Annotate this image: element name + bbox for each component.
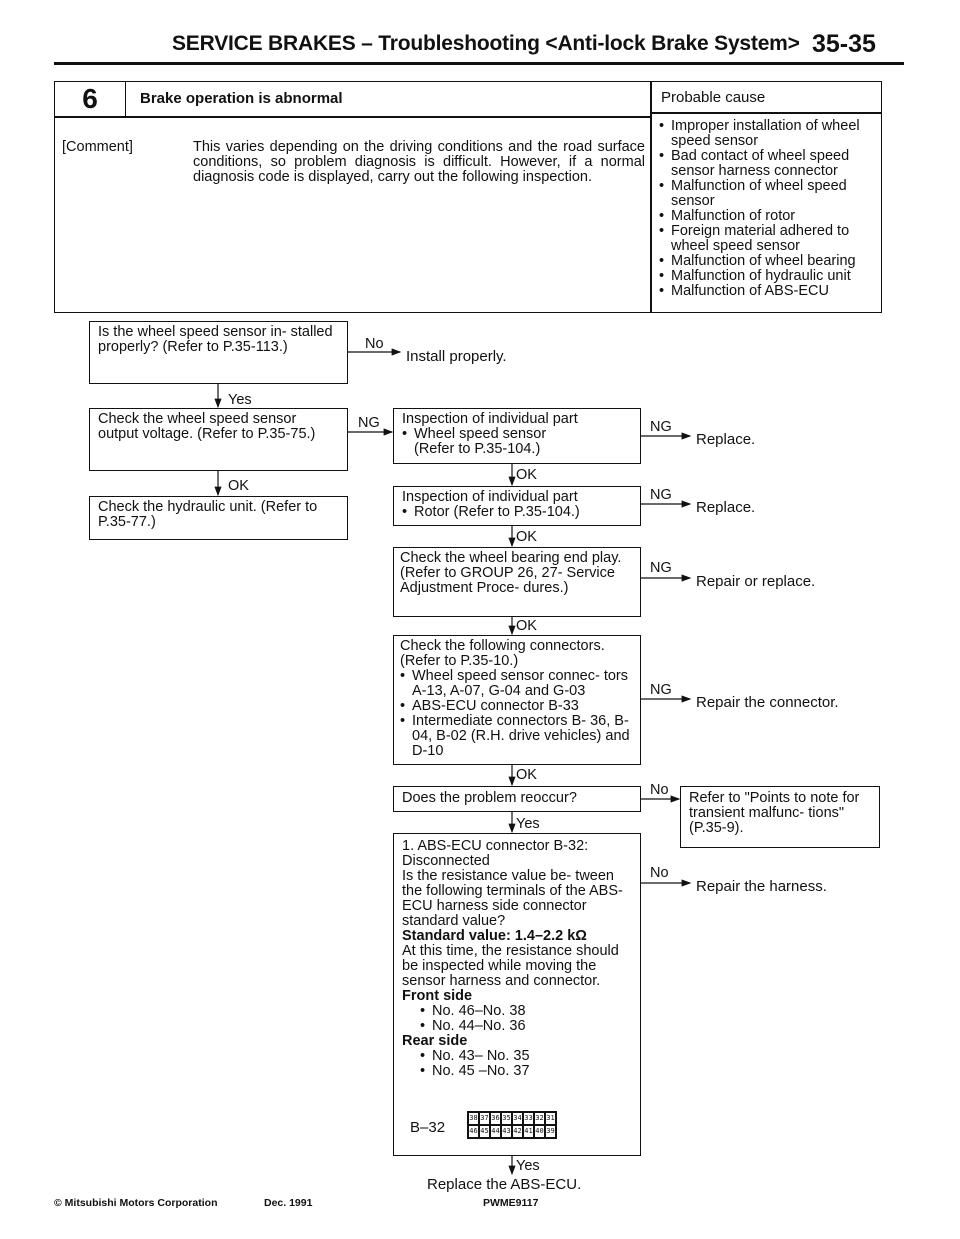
probable-cause-item: • Malfunction of hydraulic unit [659,269,881,284]
step-hydraulic-unit-text: Check the hydraulic unit. (Refer to P.35-77.) [98,499,318,530]
connector-pin: 40 [534,1125,545,1138]
label-ok-r1: OK [516,467,537,483]
step-sensor-installed [89,321,348,384]
column-divider [650,81,652,313]
inspect-wheel-sensor-ref: (Refer to P.35-104.) [414,441,541,457]
connector-item: • ABS-ECU connector B-33 [400,699,634,714]
probable-cause-item: • Malfunction of rotor [659,209,881,224]
label-yes-r5: Yes [516,816,540,832]
probable-cause-item: • Malfunction of wheel speed sensor [659,179,881,209]
probable-cause-list [659,119,881,299]
result-repair-replace: Repair or replace. [696,573,816,590]
probable-cause-item: • Malfunction of wheel bearing [659,254,881,269]
front-side-item: • No. 44–No. 36 [420,1019,632,1034]
connector-pin: 41 [523,1125,534,1138]
front-side-label: Front side [402,988,473,1004]
header-rule [54,62,904,65]
connector-pin: 33 [523,1112,534,1125]
connector-item: • Wheel speed sensor connec- tors A-13, A-07, G-04 and G-03 [400,669,634,699]
label-ng-r2: NG [650,487,672,503]
connectors-title: Check the following connectors. (Refer to P.35-10.) [400,638,605,669]
probable-cause-rule [650,112,882,114]
label-no-r5: No [650,782,669,798]
step-sensor-voltage [89,408,348,471]
resistance-intro: 1. ABS-ECU connector B-32: Disconnected [402,838,589,869]
result-repair-connector: Repair the connector. [696,694,839,711]
rear-side-label: Rear side [402,1033,468,1049]
label-no-r6: No [650,865,669,881]
label-yes-1: Yes [228,392,252,408]
label-ng-r4: NG [650,682,672,698]
probable-cause-item: • Malfunction of ABS-ECU [659,284,881,299]
probable-cause-item: • Bad contact of wheel speed sensor harness connector [659,149,881,179]
step-sensor-voltage-text: Check the wheel speed sensor output voltage. (Refer to P.35-75.) [98,411,316,442]
connector-pin: 44 [490,1125,501,1138]
label-yes-r6: Yes [516,1158,540,1174]
result-replace-2: Replace. [696,499,756,516]
step-inspect-wheel-sensor [393,408,641,464]
connector-pin: 32 [534,1112,545,1125]
connector-label: B–32 [410,1119,446,1136]
connectors-list [400,669,634,759]
footer-date: Dec. 1991 [264,1197,313,1209]
section-number-box [54,81,126,117]
resistance-note: At this time, the resistance should be inspected while moving the sensor harness and connector. [402,943,619,989]
rear-side-list [402,1049,632,1079]
step-hydraulic-unit [89,496,348,540]
connector-item: • Intermediate connectors B- 36, B-04, B-02 (R.H. drive vehicles) and D-10 [400,714,634,759]
inspect-wheel-sensor-item: • Wheel speed sensor [402,427,632,442]
probable-cause-label: Probable cause [661,89,766,106]
label-ok-r3: OK [516,618,537,634]
connector-pin: 39 [545,1125,556,1138]
standard-value: Standard value: 1.4–2.2 kΩ [402,928,587,944]
connector-pin: 38 [468,1112,479,1125]
step-problem-reoccur-text: Does the problem reoccur? [402,790,577,806]
front-side-list [402,1004,632,1034]
result-install-properly: Install properly. [406,348,507,365]
connector-diagram [467,1111,557,1139]
connector-pin: 46 [468,1125,479,1138]
result-repair-harness: Repair the harness. [696,878,827,895]
label-ok-r2: OK [516,529,537,545]
connector-pin: 37 [479,1112,490,1125]
front-side-item: • No. 46–No. 38 [420,1004,632,1019]
connector-pin: 34 [512,1112,523,1125]
result-transient-text: Refer to "Points to note for transient malfunc- tions" (P.35-9). [689,790,860,836]
label-no-1: No [365,336,384,352]
connector-pin: 42 [512,1125,523,1138]
footer-code: PWME9117 [483,1197,539,1209]
step-problem-reoccur [393,786,641,812]
step-connectors [393,635,641,765]
rear-side-item: • No. 45 –No. 37 [420,1064,632,1079]
step-sensor-installed-text: Is the wheel speed sensor in- stalled properly? (Refer to P.35-113.) [98,324,333,355]
connector-pin: 43 [501,1125,512,1138]
resistance-question: Is the resistance value be- tween the following terminals of the ABS-ECU harness side connector standard value? [402,868,623,929]
label-ok-r4: OK [516,767,537,783]
probable-cause-item: • Improper installation of wheel speed sensor [659,119,881,149]
inspect-wheel-sensor-title: Inspection of individual part [402,411,578,427]
inspect-rotor-item: • Rotor (Refer to P.35-104.) [402,505,632,520]
result-transient-malfunctions [680,786,880,848]
section-number: 6 [82,83,98,114]
page-number: 35-35 [812,30,876,58]
step-resistance-check [393,833,641,1156]
page-header-title: SERVICE BRAKES – Troubleshooting <Anti-lock Brake System> [172,32,800,55]
footer-copyright: © Mitsubishi Motors Corporation [54,1197,218,1209]
rear-side-item: • No. 43– No. 35 [420,1049,632,1064]
inspect-rotor-title: Inspection of individual part [402,489,578,505]
label-ng-sensor: NG [358,415,380,431]
connector-pin: 31 [545,1112,556,1125]
step-wheel-bearing-text: Check the wheel bearing end play. (Refer to GROUP 26, 27- Service Adjustment Proce- dures.) [400,550,622,596]
connector-pin: 35 [501,1112,512,1125]
label-ng-r1: NG [650,419,672,435]
step-inspect-rotor [393,486,641,526]
title-underline [54,116,650,118]
step-wheel-bearing [393,547,641,617]
result-replace-ecu: Replace the ABS-ECU. [427,1176,582,1193]
label-ng-r3: NG [650,560,672,576]
section-title: Brake operation is abnormal [140,90,343,107]
result-replace-1: Replace. [696,431,756,448]
comment-text: This varies depending on the driving conditions and the road surface conditions, so problem diagnosis is difficult. However, if a normal diagnosis code is displayed, carry out the following inspection. [193,139,645,185]
comment-label: [Comment] [62,139,133,155]
label-ok-sensor: OK [228,478,249,494]
connector-pin: 45 [479,1125,490,1138]
probable-cause-item: • Foreign material adhered to wheel speed sensor [659,224,881,254]
connector-pin: 36 [490,1112,501,1125]
